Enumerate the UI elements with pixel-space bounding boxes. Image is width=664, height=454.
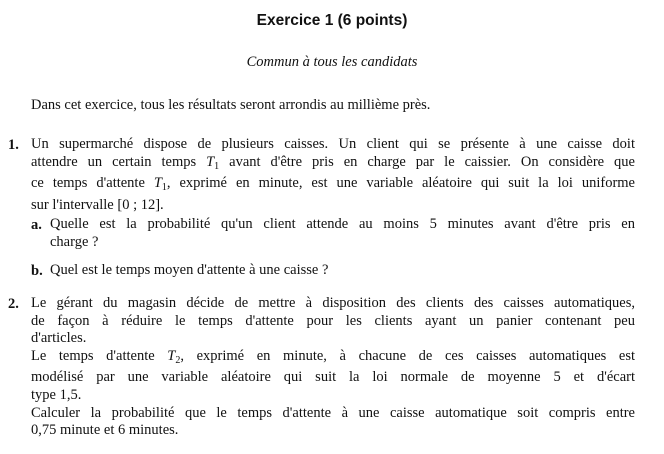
question-1b-label: b. xyxy=(31,263,43,279)
question-1-text xyxy=(31,136,635,214)
exercise-subtitle: Commun à tous les candidats xyxy=(246,54,418,70)
variable-t1: T xyxy=(206,153,215,170)
question-1a-text: Quelle est la probabilité qu'un client attende au moins 5 minutes avant d'être pris en charge ? xyxy=(50,216,635,250)
question-2-text: Le gérant du magasin décide de mettre à disposition des clients des caisses automatiques, de façon à réduire le temps d'attente pour les clients ayant un panier contenant peu d'articles. Le temps d'attente $T_2$, exprimé en minute, à chacune de ces caisses automatiques est modélisé par une variable aléatoire qui suit la loi normale de moyenne 5 et d'écart type 1,5. Calculer la probabilité que le temps d'attente à une caisse automatique soit compris entre 0,75 minute et 6 minutes. xyxy=(31,295,636,439)
question-2-number: 2. xyxy=(8,296,19,312)
question-1-line: ce temps d'attente $T_1$, exprimé en minute, est une variable aléatoire qui suit la loi uniforme xyxy=(31,175,635,194)
question-1-line: sur l'intervalle [0 ; 12]. xyxy=(31,196,164,213)
question-1b-text: Quel est le temps moyen d'attente à une caisse ? xyxy=(50,262,329,278)
question-1a-label: a. xyxy=(31,217,42,233)
question-1-line: Un supermarché dispose de plusieurs caisses. Un client qui se présente à une caisse doit xyxy=(31,136,635,152)
question-1-number: 1. xyxy=(8,137,19,153)
intro-text: Dans cet exercice, tous les résultats seront arrondis au millième près. xyxy=(31,97,431,113)
question-1-line: attendre un certain temps $T_1$ avant d'être pris en charge par le caissier. On considère que xyxy=(31,153,635,172)
exercise-title: Exercice 1 (6 points) xyxy=(256,12,408,29)
variable-t2: T xyxy=(167,347,176,364)
